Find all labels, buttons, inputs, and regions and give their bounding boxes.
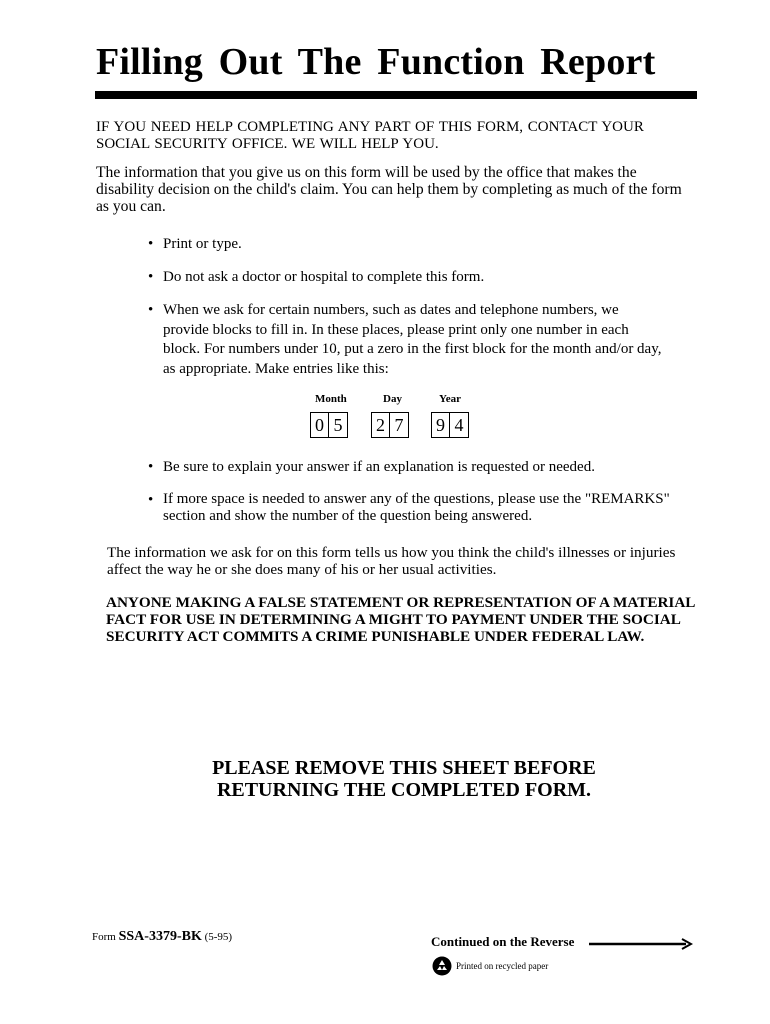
digit-block: 7 [390, 412, 409, 438]
bullet-dot: • [148, 269, 154, 285]
bullet-dot: • [148, 459, 154, 475]
year-label: Year [439, 393, 461, 405]
fraud-warning: ANYONE MAKING A FALSE STATEMENT OR REPRESENTATION OF A MATERIAL FACT FOR USE IN DETERMINING A MIGHT TO PAYMENT UNDER THE SOCIAL SECURITY ACT COMMITS A CRIME PUNISHABLE UNDER FEDERAL LAW. [106, 594, 695, 645]
bullet-text: Do not ask a doctor or hospital to complete this form. [163, 269, 485, 285]
info-paragraph: The information we ask for on this form tells us how you think the child's illnesses or injuries affect the way he or she does many of his or her usual activities. [107, 544, 676, 578]
form-date: (5-95) [204, 931, 233, 943]
intro-paragraph: The information that you give us on this form will be used by the office that makes the disability decision on the child's claim. You can help them by completing as much of the form as you can. [96, 164, 682, 215]
day-label: Day [383, 393, 402, 405]
digit-block: 0 [310, 412, 329, 438]
recycle-icon [432, 956, 452, 976]
form-number: SSA-3379-BK [118, 929, 202, 944]
digit-block: 9 [431, 412, 450, 438]
remove-sheet-notice [0, 757, 770, 801]
month-blocks [310, 412, 348, 438]
recycled-text: Printed on recycled paper [456, 961, 549, 971]
year-blocks [431, 412, 469, 438]
remove-line-2: RETURNING THE COMPLETED FORM. [216, 779, 592, 801]
month-label: Month [315, 393, 347, 405]
bullet-dot: • [148, 302, 154, 318]
bullet-text: Print or type. [163, 236, 242, 252]
remove-line-1: PLEASE REMOVE THIS SHEET BEFORE [212, 757, 596, 779]
bullet-text: If more space is needed to answer any of the questions, please use the "REMARKS" section and show the number of the question being answered. [163, 491, 670, 524]
bullet-text: Be sure to explain your answer if an explanation is requested or needed. [163, 459, 595, 475]
bullet-dot: • [148, 236, 154, 252]
arrow-right-icon [589, 937, 693, 951]
bullet-dot: • [148, 492, 154, 508]
recycled-note [432, 956, 548, 976]
bullet-text: When we ask for certain numbers, such as dates and telephone numbers, we provide blocks to fill in. In these places, please print only one number in each block. For numbers under 10, put a zero in the first block for the month and/or day, as appropriate. Make entries like this: [163, 302, 662, 377]
form-prefix: Form [92, 931, 116, 943]
title-rule [95, 91, 697, 99]
digit-block: 5 [329, 412, 348, 438]
digit-block: 2 [371, 412, 390, 438]
day-blocks [371, 412, 409, 438]
continued-on-reverse: Continued on the Reverse [431, 934, 575, 949]
page-title: Filling Out The Function Report [96, 41, 656, 83]
digit-block: 4 [450, 412, 469, 438]
help-notice: IF YOU NEED HELP COMPLETING ANY PART OF THIS FORM, CONTACT YOUR SOCIAL SECURITY OFFICE. WE WILL HELP YOU. [96, 119, 644, 152]
form-identifier [92, 929, 232, 945]
